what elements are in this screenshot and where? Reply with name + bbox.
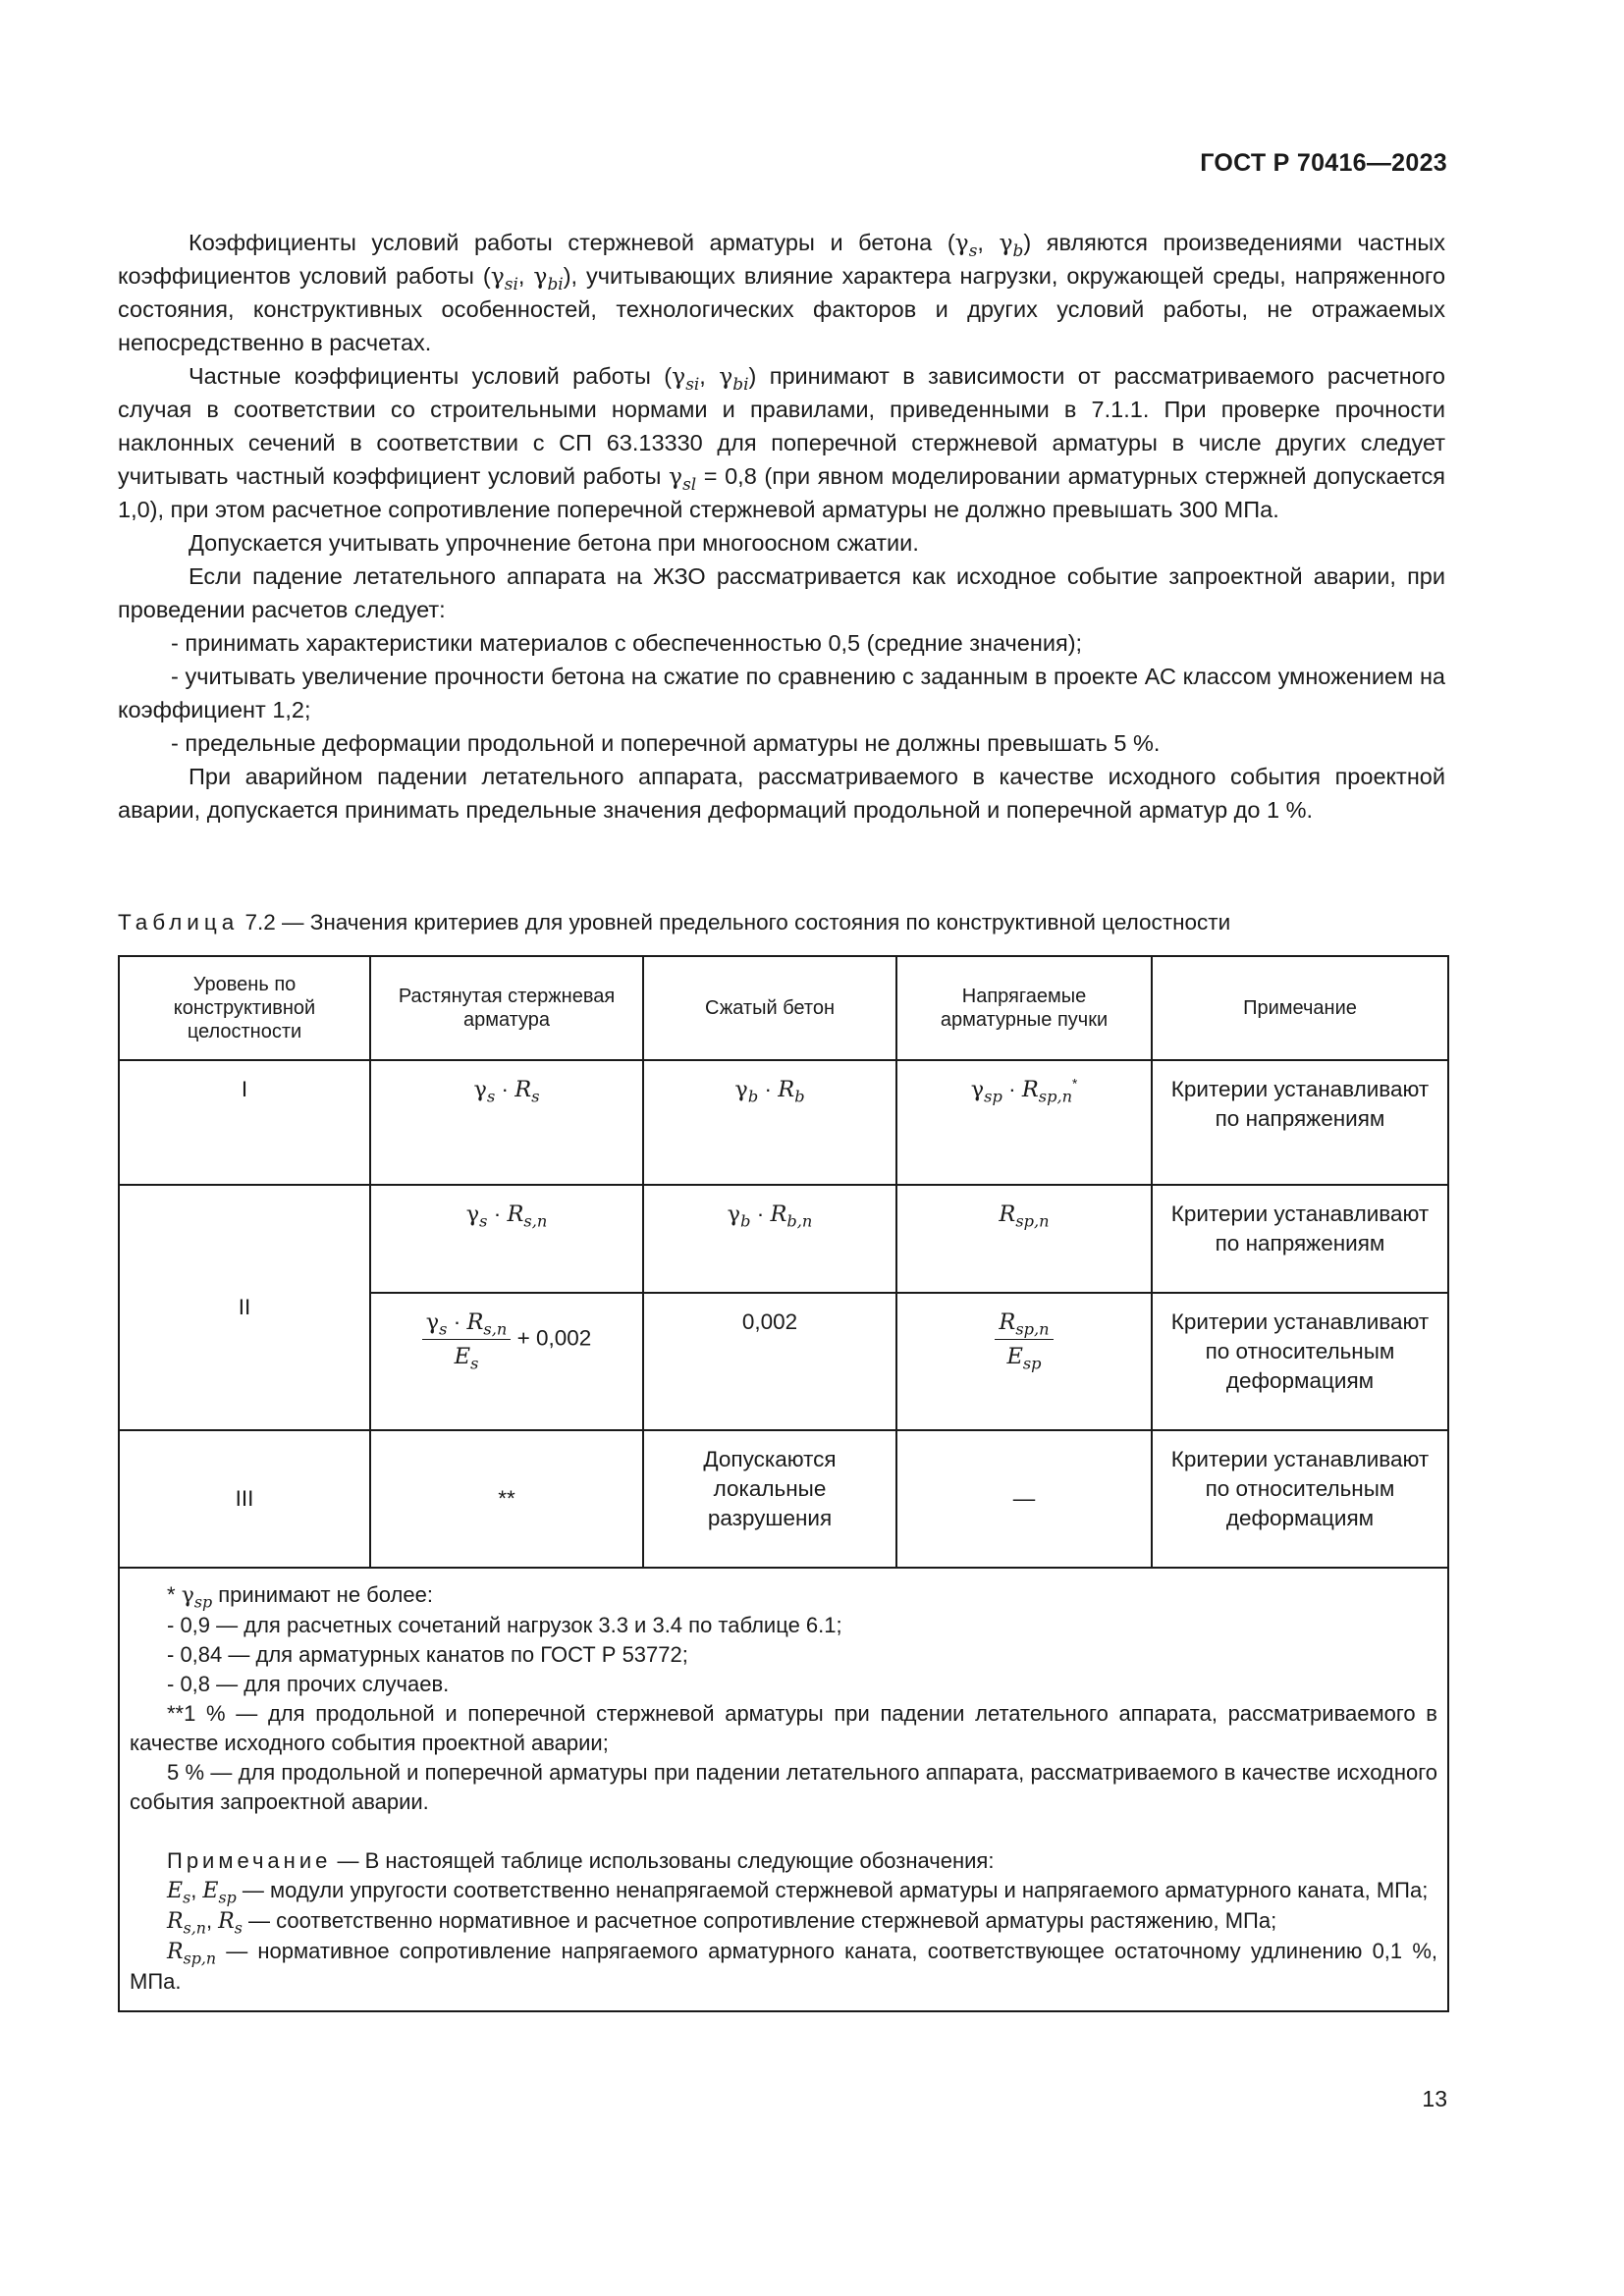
paragraph-3: Допускается учитывать упрочнение бетона при многоосном сжатии. xyxy=(189,530,919,556)
footnote-1: * $\gamma_{sp}$ принимают не более: xyxy=(167,1582,433,1612)
paragraph-1: Коэффициенты условий работы стержневой арматуры и бетона ($\gamma_s$, $\gamma_b$) являются произведениями частных коэффициентов условий работы ($\gamma_{si}$, $\gamma_{bi}$), учитывающих влияние характера нагрузки, окружающей среды, напряженного состояния, конструктивных особенностей, технологических факторов и других условий работы, не отражаемых непосредственно в расчетах. xyxy=(118,229,1446,355)
note-cell: Критерии устанавливают по относительным деформациям xyxy=(1152,1293,1448,1430)
paragraph-2: Частные коэффициенты условий работы ($\gamma_{si}$, $\gamma_{bi}$) принимают в зависимости от рассматриваемого расчетного случая в соответствии со строительными нормами и правилами, приведенными в 7.1.1. При проверке прочности наклонных сечений в соответствии с СП 63.13330 для поперечной стержневой арматуры в числе других следует учитывать частный коэффициент условий работы $\gamma_{sl} = 0,8$ (при явном моделировании арматурных стержней допускается 1,0), при этом расчетное сопротивление поперечной стержневой арматуры не должно превышать 300 МПа. xyxy=(118,362,1445,522)
footnote-2-continued: 5 % — для продольной и поперечной арматуры при падении летательного аппарата, рассматриваемого в качестве исходного события запроектной аварии. xyxy=(130,1760,1437,1814)
footnote-1-item: - 0,9 — для расчетных сочетаний нагрузок 3.3 и 3.4 по таблице 6.1; xyxy=(167,1613,842,1637)
note-cell: Критерии устанавливают по относительным деформациям xyxy=(1152,1430,1448,1568)
note-cell: Критерии устанавливают по напряжениям xyxy=(1152,1185,1448,1293)
concrete-cell: $\gamma_b \cdot R_b$ xyxy=(643,1060,896,1185)
paragraph-5: При аварийном падении летательного аппарата, рассматриваемого в качестве исходного события проектной аварии, допускается принимать предельные значения деформаций продольной и поперечной арматур до 1 %. xyxy=(118,764,1445,823)
page-number: 13 xyxy=(1422,2086,1447,2111)
concrete-cell: 0,002 xyxy=(643,1293,896,1430)
strain-fraction: $\frac{\gamma_s \cdot R_{s,n}}{E_s}$ xyxy=(422,1308,512,1371)
list-item-3: - предельные деформации продольной и поперечной арматуры не должны превышать 5 %. xyxy=(171,730,1161,756)
concrete-cell: $\gamma_b \cdot R_{b,n}$ xyxy=(643,1185,896,1293)
table-header-row xyxy=(119,956,1448,1060)
footnote-1-item: - 0,84 — для арматурных канатов по ГОСТ Р 53772; xyxy=(167,1642,688,1667)
rebar-cell: $\gamma_s \cdot R_s$ xyxy=(370,1060,643,1185)
header-rebar: Растянутая стержневая арматура xyxy=(370,956,643,1060)
note-intro: Примечание — В настоящей таблице использованы следующие обозначения: xyxy=(167,1848,995,1873)
header-note: Примечание xyxy=(1152,956,1448,1060)
tendons-cell: $\gamma_{sp} \cdot R_{sp,n}^*$ xyxy=(896,1060,1152,1185)
header-concrete: Сжатый бетон xyxy=(643,956,896,1060)
definition-resistance: $R_{s,n}$, $R_s$ — соответственно нормативное и расчетное сопротивление стержневой арматуры растяжению, МПа; xyxy=(167,1908,1277,1938)
rebar-cell: ** xyxy=(370,1430,643,1568)
paragraph-4: Если падение летательного аппарата на ЖЗО рассматривается как исходное событие запроектной аварии, при проведении расчетов следует: xyxy=(118,563,1445,622)
concrete-cell: Допускаются локальные разрушения xyxy=(643,1430,896,1568)
header-tendons: Напрягаемые арматурные пучки xyxy=(896,956,1152,1060)
definition-tendon-resistance: $R_{sp,n}$ — нормативное сопротивление напрягаемого арматурного каната, соответствующее остаточному удлинению 0,1 %, МПа. xyxy=(130,1939,1437,1994)
table-row xyxy=(119,1185,1448,1293)
tendons-cell: $R_{sp,n}$ xyxy=(896,1185,1152,1293)
tendon-strain-fraction: $\frac{R_{sp,n}}{E_{sp}}$ xyxy=(995,1308,1053,1371)
level-cell: I xyxy=(119,1060,370,1185)
table-footnotes-row xyxy=(119,1568,1448,2011)
note-cell: Критерии устанавливают по напряжениям xyxy=(1152,1060,1448,1185)
list-item-2: - учитывать увеличение прочности бетона на сжатие по сравнению с заданным в проекте АС классом умножением на коэффициент 1,2; xyxy=(118,664,1445,722)
standard-code: ГОСТ Р 70416—2023 xyxy=(1200,149,1447,177)
tendons-cell: — xyxy=(896,1430,1152,1568)
footnote-2: **1 % — для продольной и поперечной стержневой арматуры при падении летательного аппарата, рассматриваемого в качестве исходного события проектной аварии; xyxy=(130,1701,1437,1755)
list-item-1: - принимать характеристики материалов с обеспеченностью 0,5 (средние значения); xyxy=(171,630,1083,656)
table-row xyxy=(119,1060,1448,1185)
level-cell: III xyxy=(119,1430,370,1568)
table-row xyxy=(119,1430,1448,1568)
footnotes-cell xyxy=(119,1568,1448,2011)
table-caption: Таблица 7.2 — Значения критериев для уровней предельного состояния по конструктивной целостности xyxy=(118,910,1231,934)
footnote-1-item: - 0,8 — для прочих случаев. xyxy=(167,1672,450,1696)
rebar-cell: $\gamma_s \cdot R_{s,n}$ xyxy=(370,1185,643,1293)
tendons-cell xyxy=(896,1293,1152,1430)
header-level: Уровень по конструктивной целостности xyxy=(119,956,370,1060)
level-cell: II xyxy=(119,1185,370,1430)
body-text xyxy=(118,226,1445,827)
definition-moduli: $E_s$, $E_{sp}$ — модули упругости соответственно ненапрягаемой стержневой арматуры и напрягаемого арматурного каната, МПа; xyxy=(167,1878,1429,1907)
criteria-table xyxy=(118,955,1449,2012)
rebar-formula-cell: $\frac{\gamma_s \cdot R_{s,n}}{E_s}$ + 0,002 xyxy=(370,1293,643,1430)
